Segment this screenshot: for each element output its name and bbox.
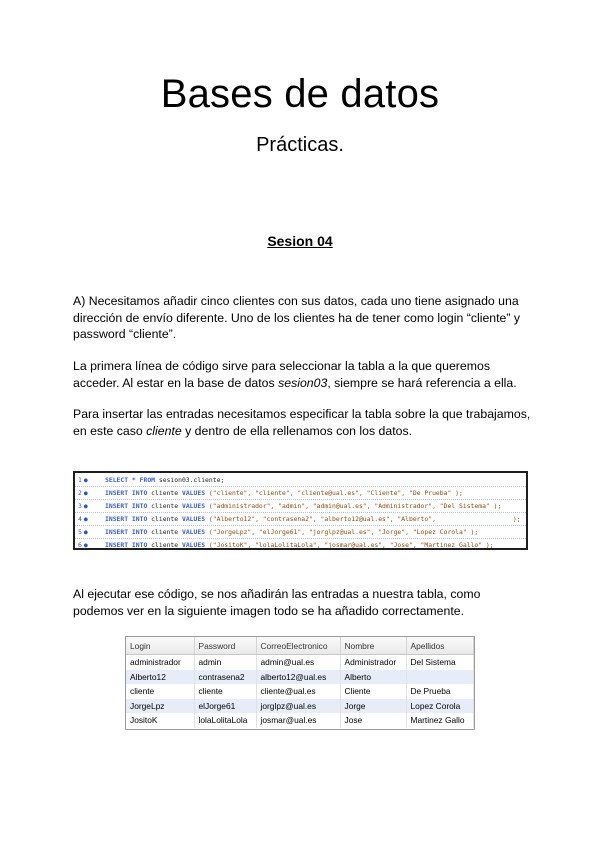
line-number: 1 ● [78, 476, 88, 484]
line-number: 5 ● [78, 528, 88, 536]
code-line [75, 539, 526, 551]
table-cell[interactable]: Lopez Corola [406, 699, 474, 714]
code-text: INSERT INTO cliente VALUES ("cliente", "cliente", "cliente@ual.es", "Cliente", "De Prueba" ); [105, 489, 463, 497]
table-name: cliente [146, 423, 182, 438]
document-subtitle: Prácticas. [256, 134, 344, 156]
table-row[interactable] [126, 670, 474, 685]
table-cell[interactable]: contrasena2 [194, 670, 256, 685]
table-cell[interactable]: alberto12@ual.es [256, 670, 340, 685]
table-cell[interactable]: Alberto [340, 670, 406, 685]
query-result-grid [125, 636, 475, 730]
sql-code-block [73, 471, 528, 550]
table-cell[interactable]: Jorge [340, 699, 406, 714]
table-cell[interactable]: jorglpz@ual.es [256, 699, 340, 714]
table-cell[interactable]: admin [194, 655, 256, 670]
document-title: Bases de datos [160, 72, 440, 116]
paragraph-select-explanation [73, 358, 533, 391]
table-cell[interactable]: Del Sistema [406, 655, 474, 670]
paragraph-text: y dentro de ella rellenamos con los datos. [181, 423, 413, 438]
table-row[interactable] [126, 684, 474, 699]
table-cell[interactable]: Martinez Gallo [406, 713, 474, 728]
result-header-row [126, 637, 474, 655]
table-cell[interactable]: lolaLolitaLola [194, 713, 256, 728]
column-header[interactable]: Apellidos [406, 637, 474, 655]
database-name: sesion03 [278, 375, 328, 390]
column-header[interactable]: Password [194, 637, 256, 655]
paragraph-text: La primera línea de código sirve para seleccionar la tabla a la que queremos acceder. Al estar en la base de datos [73, 359, 490, 390]
table-cell[interactable]: JorgeLpz [126, 699, 194, 714]
line-number: 6 ● [78, 541, 88, 549]
code-line [75, 500, 526, 512]
code-line [75, 513, 526, 525]
table-cell[interactable]: cliente [126, 684, 194, 699]
table-cell[interactable]: Jose [340, 713, 406, 728]
code-text: INSERT INTO cliente VALUES ("administrador", "admin", "admin@ual.es", "Administrador", "Del Sistema" ); [105, 502, 502, 510]
table-cell[interactable]: cliente@ual.es [256, 684, 340, 699]
line-number: 2 ● [78, 489, 88, 497]
table-cell[interactable]: De Prueba [406, 684, 474, 699]
table-cell[interactable]: Alberto12 [126, 670, 194, 685]
column-header[interactable]: CorreoElectronico [256, 637, 340, 655]
column-header[interactable]: Nombre [340, 637, 406, 655]
table-row[interactable] [126, 655, 474, 670]
column-header[interactable]: Login [126, 637, 194, 655]
code-line [75, 487, 526, 499]
result-table [126, 637, 474, 728]
line-number: 3 ● [78, 502, 88, 510]
paragraph-result-explanation: Al ejecutar ese código, se nos añadirán las entradas a nuestra tabla, como podemos ver en la siguiente imagen todo se ha añadido correctamente. [73, 587, 481, 618]
code-line [75, 474, 526, 486]
paragraph-insert-explanation [73, 406, 533, 439]
paragraph-text: , siempre se hará referencia a ella. [327, 375, 517, 390]
table-cell[interactable]: JositoK [126, 713, 194, 728]
table-cell[interactable]: admin@ual.es [256, 655, 340, 670]
code-text: SELECT * FROM sesion03.cliente; [105, 476, 225, 484]
table-cell[interactable]: cliente [194, 684, 256, 699]
table-cell[interactable]: Administrador [340, 655, 406, 670]
code-text: INSERT INTO cliente VALUES ("JorgeLpz", "elJorge61", "jorglpz@ual.es", "Jorge", "Lopez Corola" ); [105, 528, 479, 536]
table-row[interactable] [126, 699, 474, 714]
code-text: INSERT INTO cliente VALUES ("Alberto12", "contrasena2", "alberto12@ual.es", "Alberto", ); [105, 515, 521, 523]
table-cell[interactable] [406, 670, 474, 685]
code-text: INSERT INTO cliente VALUES ("JositoK", "lolaLolitaLola", "josmar@ual.es", "Jose", "Martinez Gallo" ); [105, 541, 494, 549]
session-heading: Sesion 04 [267, 233, 333, 249]
table-cell[interactable]: administrador [126, 655, 194, 670]
table-cell[interactable]: josmar@ual.es [256, 713, 340, 728]
paragraph-text: Para insertar las entradas necesitamos especificar la tabla sobre la que trabajamos, en este caso [73, 407, 531, 438]
paragraph-task: A) Necesitamos añadir cinco clientes con sus datos, cada uno tiene asignado una dirección de envío diferente. Uno de los clientes ha de tener como login “cliente” y password “cliente”. [73, 294, 521, 341]
table-row[interactable] [126, 713, 474, 728]
line-number: 4 ● [78, 515, 88, 523]
table-cell[interactable]: Cliente [340, 684, 406, 699]
table-cell[interactable]: elJorge61 [194, 699, 256, 714]
code-line [75, 526, 526, 538]
